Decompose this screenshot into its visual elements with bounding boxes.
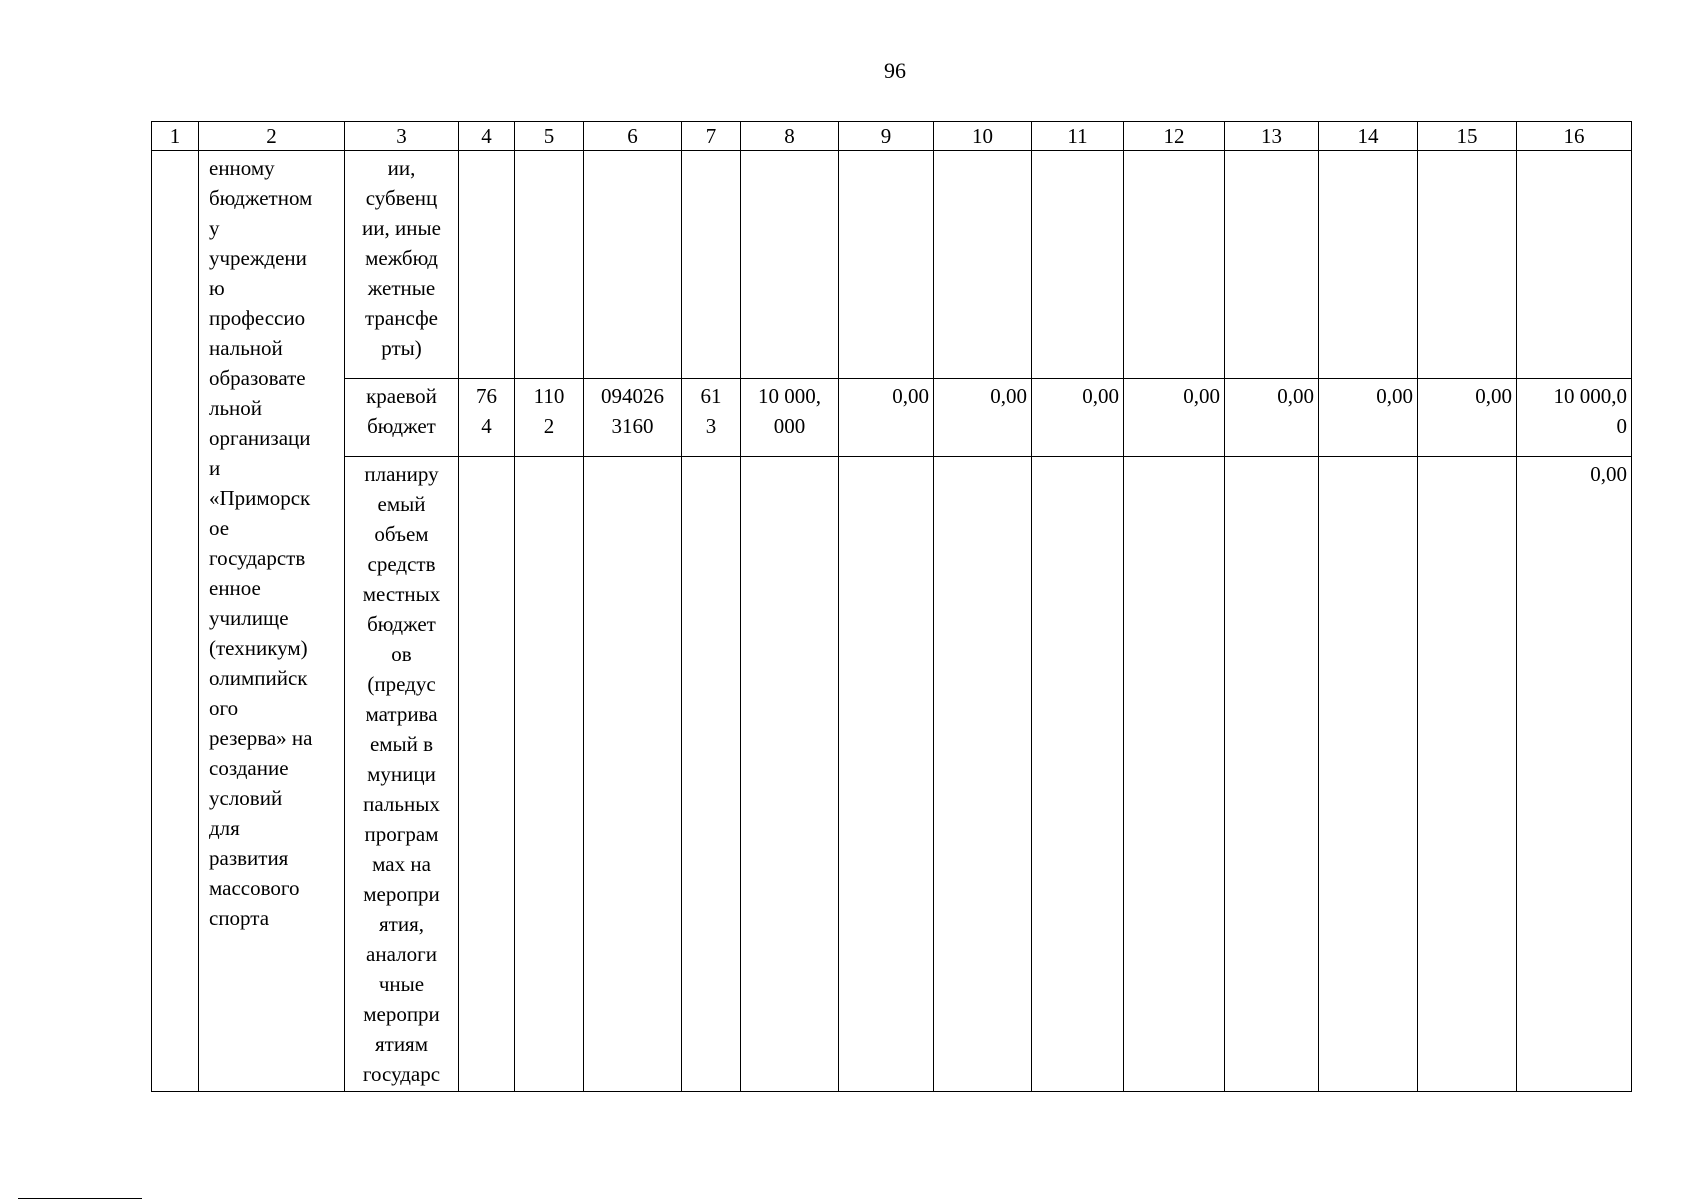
value-cell: 0,00 — [1032, 379, 1124, 457]
header-cell: 15 — [1418, 122, 1517, 151]
header-cell: 9 — [839, 122, 934, 151]
value-cell — [1032, 151, 1124, 379]
footnote-rule — [18, 1198, 142, 1199]
rzpr-cell — [515, 457, 584, 1092]
csr-cell — [584, 151, 682, 379]
header-cell: 12 — [1124, 122, 1225, 151]
budget-table — [151, 121, 1632, 1092]
value-cell — [1418, 457, 1517, 1092]
header-cell: 7 — [682, 122, 741, 151]
value-cell — [1319, 457, 1418, 1092]
header-cell: 5 — [515, 122, 584, 151]
header-cell: 6 — [584, 122, 682, 151]
table-row — [152, 151, 1632, 379]
value-cell — [1225, 151, 1319, 379]
value-cell — [934, 457, 1032, 1092]
value-cell: 10 000,0 0 — [1517, 379, 1632, 457]
header-cell: 14 — [1319, 122, 1418, 151]
grbs-cell — [459, 151, 515, 379]
value-cell: 0,00 — [1124, 379, 1225, 457]
funding-source-cell: планиру емый объем средств местных бюджет ов (предус матрива емый в муници пальных програм мах на меропри ятия, аналоги чные меропри ятиям государс — [345, 457, 459, 1092]
grbs-cell: 76 4 — [459, 379, 515, 457]
rzpr-cell: 110 2 — [515, 379, 584, 457]
event-name-cell: енному бюджетном у учреждени ю профессио нальной образовате льной организаци и «Приморск ое государств енное училище (техникум) олимпийск ого резерва» на создание условий для развития массового спорта — [199, 151, 345, 1092]
page-number: 96 — [884, 58, 906, 83]
value-cell: 0,00 — [1225, 379, 1319, 457]
header-cell: 10 — [934, 122, 1032, 151]
header-cell: 3 — [345, 122, 459, 151]
csr-cell — [584, 457, 682, 1092]
row-number-cell — [152, 151, 199, 1092]
table-row — [152, 379, 1632, 457]
header-cell: 4 — [459, 122, 515, 151]
funding-source-cell: ии, субвенц ии, иные межбюд жетные трансфе рты) — [345, 151, 459, 379]
value-cell — [1418, 151, 1517, 379]
value-cell — [1225, 457, 1319, 1092]
vr-cell — [682, 151, 741, 379]
value-cell — [1124, 151, 1225, 379]
value-cell — [1032, 457, 1124, 1092]
value-cell — [839, 151, 934, 379]
value-cell: 10 000, 000 — [741, 379, 839, 457]
value-cell: 0,00 — [1517, 457, 1632, 1092]
value-cell: 0,00 — [839, 379, 934, 457]
header-row — [152, 122, 1632, 151]
csr-cell: 094026 3160 — [584, 379, 682, 457]
rzpr-cell — [515, 151, 584, 379]
header-cell: 2 — [199, 122, 345, 151]
value-cell: 0,00 — [934, 379, 1032, 457]
value-cell — [1124, 457, 1225, 1092]
value-cell — [1517, 151, 1632, 379]
value-cell — [934, 151, 1032, 379]
value-cell — [741, 457, 839, 1092]
vr-cell — [682, 457, 741, 1092]
value-cell: 0,00 — [1319, 379, 1418, 457]
value-cell — [1319, 151, 1418, 379]
header-cell: 8 — [741, 122, 839, 151]
header-cell: 11 — [1032, 122, 1124, 151]
header-cell: 16 — [1517, 122, 1632, 151]
table-row — [152, 457, 1632, 1092]
vr-cell: 61 3 — [682, 379, 741, 457]
header-cell: 13 — [1225, 122, 1319, 151]
value-cell — [839, 457, 934, 1092]
grbs-cell — [459, 457, 515, 1092]
funding-source-cell: краевой бюджет — [345, 379, 459, 457]
value-cell — [741, 151, 839, 379]
header-cell: 1 — [152, 122, 199, 151]
value-cell: 0,00 — [1418, 379, 1517, 457]
